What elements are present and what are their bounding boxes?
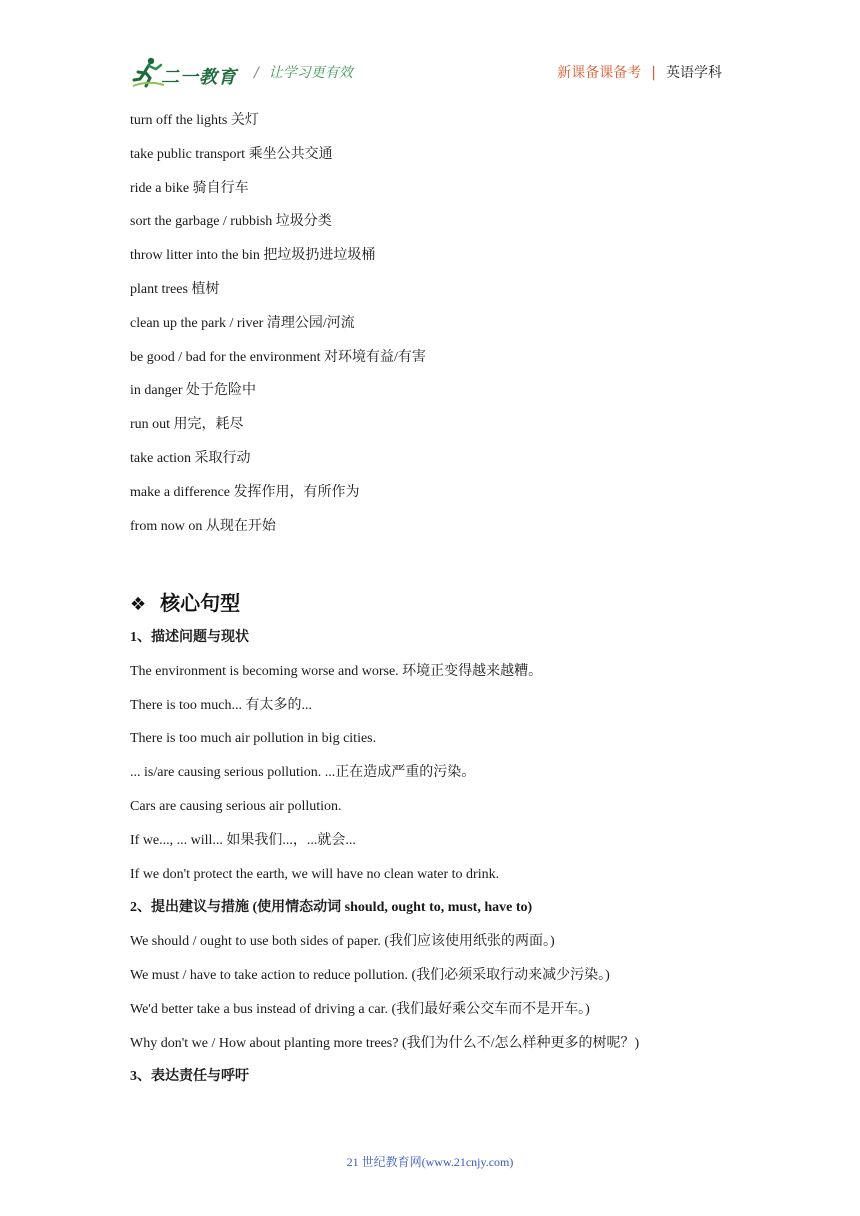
sentence-item: We must / have to take action to reduce pollution. (我们必须采取行动来减少污染。) [130, 967, 610, 983]
sentence-item: If we..., ... will... 如果我们...，...就会... [130, 832, 356, 848]
header-subject [557, 62, 722, 82]
vocab-item: be good / bad for the environment 对环境有益/有害 [130, 349, 426, 365]
vocab-item: from now on 从现在开始 [130, 518, 276, 534]
sentence-item: We should / ought to use both sides of paper. (我们应该使用纸张的两面。) [130, 934, 555, 950]
sentence-item: There is too much... 有太多的... [130, 697, 312, 713]
slogan-separator: / [254, 65, 259, 81]
slogan-text: 让学习更有效 [268, 65, 353, 81]
header-slogan [254, 62, 353, 82]
brand-logo [131, 56, 241, 90]
sentence-item: Why don't we / How about planting more trees? (我们为什么不/怎么样种更多的树呢？) [130, 1035, 640, 1051]
vocab-item: plant trees 植树 [130, 281, 220, 297]
vocab-item: make a difference 发挥作用，有所作为 [130, 484, 360, 500]
vocab-item: ride a bike 骑自行车 [130, 180, 249, 196]
vocab-list [130, 111, 730, 537]
header-divider: | [651, 65, 656, 81]
diamond-bullet-icon: ❖ [130, 594, 147, 615]
header-course-label: 新课备课备考 [557, 65, 642, 81]
section-heading [130, 587, 240, 616]
vocab-item: turn off the lights 关灯 [130, 113, 259, 128]
sentence-item: Cars are causing serious air pollution. [130, 798, 342, 814]
section-heading-text: 核心句型 [160, 591, 241, 615]
subsection-heading: 1、描述问题与现状 [130, 630, 249, 645]
header-subject-label: 英语学科 [666, 65, 722, 81]
vocab-item: throw litter into the bin 把垃圾扔进垃圾桶 [130, 248, 376, 264]
sentence-item: The environment is becoming worse and worse. 环境正变得越来越糟。 [130, 663, 543, 679]
vocab-item: take public transport 乘坐公共交通 [130, 146, 333, 162]
vocab-item: run out 用完，耗尽 [130, 417, 244, 433]
vocab-item: take action 采取行动 [130, 450, 251, 466]
page-footer: 21 世纪教育网(www.21cnjy.com) [346, 1155, 514, 1169]
sentence-item: ... is/are causing serious pollution. ...正在造成严重的污染。 [130, 765, 476, 781]
vocab-item: in danger 处于危险中 [130, 383, 256, 399]
sentence-item: There is too much air pollution in big cities. [130, 731, 377, 747]
vocab-item: sort the garbage / rubbish 垃圾分类 [130, 214, 332, 230]
vocab-item: clean up the park / river 清理公园/河流 [130, 315, 355, 331]
runner-logo-icon [131, 56, 165, 90]
sentence-item: If we don't protect the earth, we will have no clean water to drink. [130, 866, 500, 882]
logo-text: 二一教育 [161, 67, 237, 88]
page-header [0, 0, 860, 100]
sentence-item: We'd better take a bus instead of driving a car. (我们最好乘公交车而不是开车。) [130, 1001, 590, 1017]
subsection-heading: 3、表达责任与呼吁 [130, 1069, 249, 1085]
subsection-heading: 2、提出建议与措施 (使用情态动词 should, ought to, must, have to) [130, 900, 533, 916]
sentence-list [130, 628, 770, 1101]
